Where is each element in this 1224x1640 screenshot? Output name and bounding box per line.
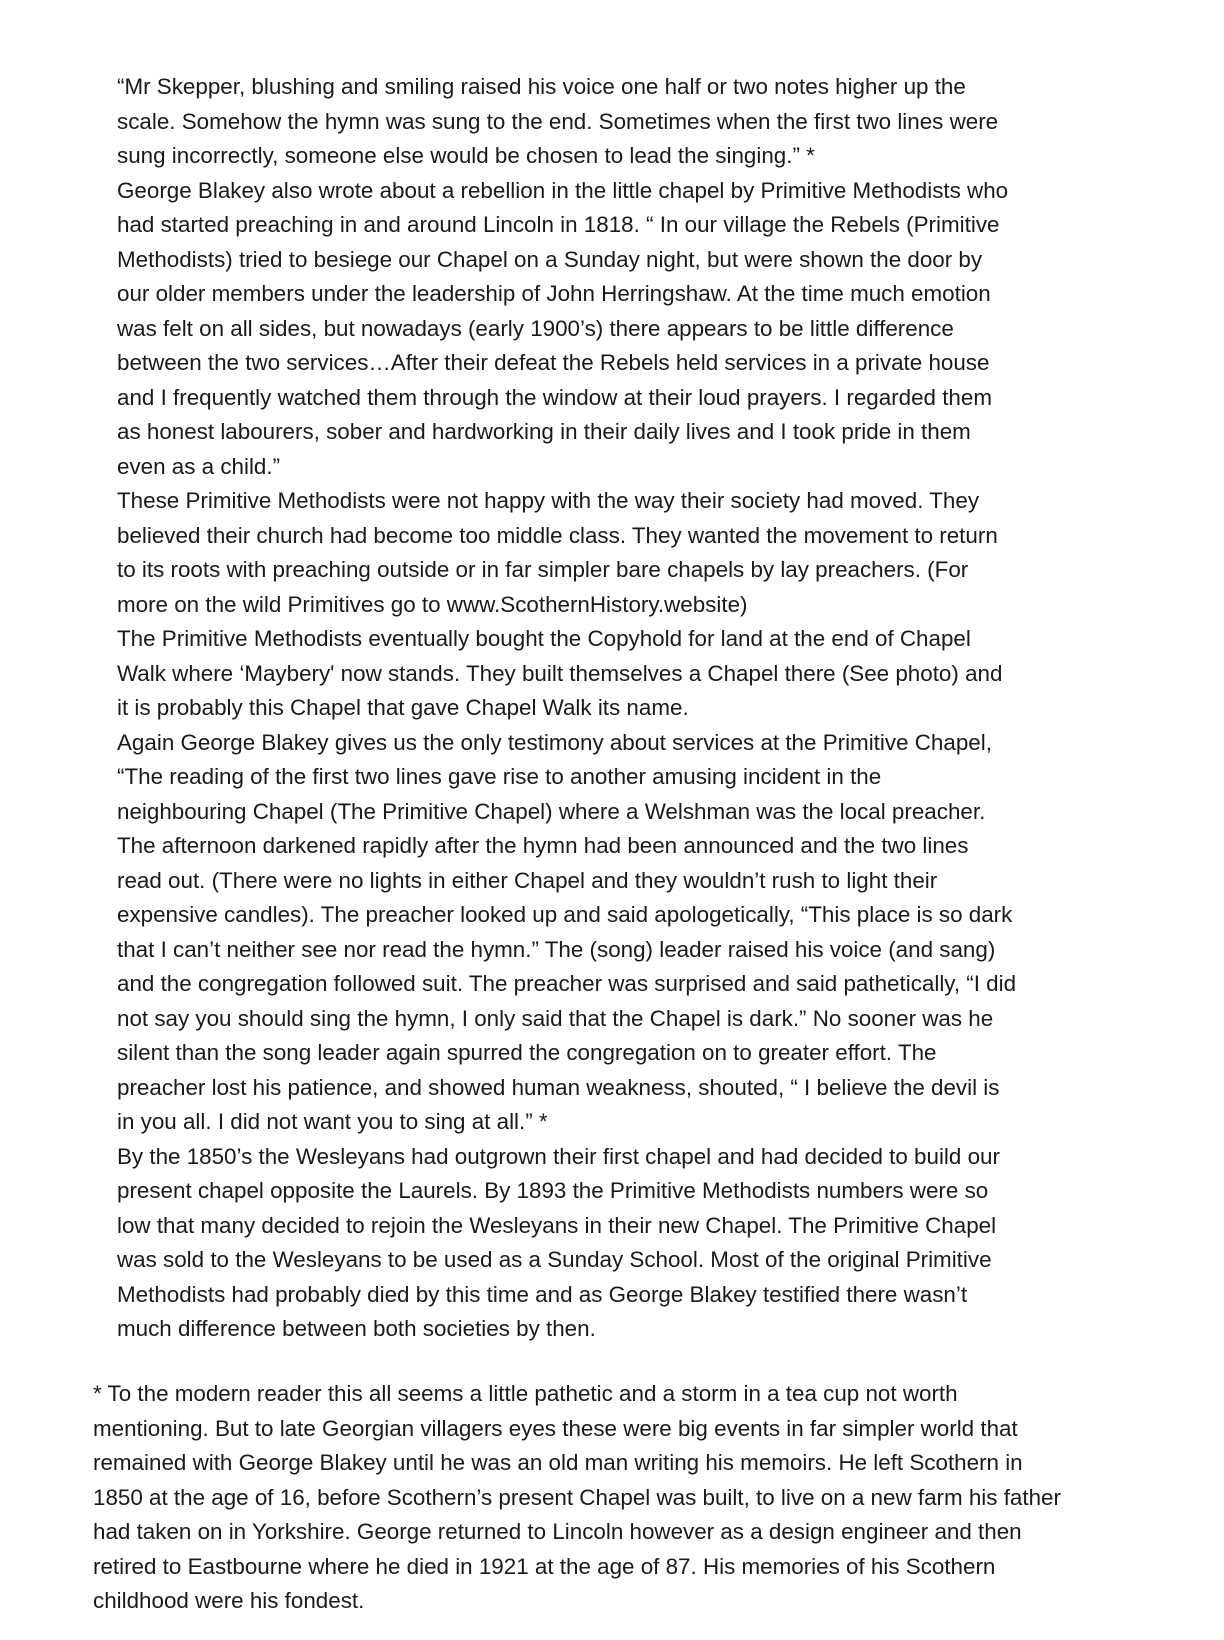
paragraph-welshman-preacher: Again George Blakey gives us the only testimony about services at the Primitive Chapel, “The reading of the first two lines gave rise to another amusing incident in the neighbouring Chapel (The Primitive Chapel) where a Welshman was the local preacher. The afternoon darkened rapidly after the hymn had been announced and the two lines read out. (There were no lights in either Chapel and they wouldn’t rush to light their expensive candles). The preacher looked up and said apologetically, “This place is so dark that I can’t neither see nor read the hymn.” The (song) leader raised his voice (and sang) and the congregation followed suit. The preacher was surprised and said pathetically, “I did not say you should sing the hymn, I only said that the Chapel is dark.” No sooner was he silent than the song leader again spurred the congregation on to greater effort. The preacher lost his patience, and showed human weakness, shouted, “ I believe the devil is in you all. I did not want you to sing at all.” *: [117, 729, 1017, 1134]
paragraph-primitive-methodists: These Primitive Methodists were not happy with the way their society had moved. They believed their church had become too middle class. They wanted the movement to return to its roots with preaching outside or in far simpler bare chapels by lay preachers. (For more on the wild Primitives go to www.ScothernHistory.website): [117, 488, 998, 617]
paragraph-wesleyans-1850s: By the 1850’s the Wesleyans had outgrown their first chapel and had decided to build our present chapel opposite the Laurels. By 1893 the Primitive Methodists numbers were so low that many decided to rejoin the Wesleyans in their new Chapel. The Primitive Chapel was sold to the Wesleyans to be used as a Sunday School. Most of the original Primitive Methodists had probably died by this time and as George Blakey testified there wasn’t much difference between both societies by then.: [117, 1143, 1000, 1341]
footnote: [93, 1377, 1203, 1619]
footnote-text: * To the modern reader this all seems a little pathetic and a storm in a tea cup not worth mentioning. But to late Georgian villagers eyes these were big events in far simpler world that remained with George Blakey until he was an old man writing his memoirs. He left Scothern in 1850 at the age of 16, before Scothern’s present Chapel was built, to live on a new farm his father had taken on in Yorkshire. George returned to Lincoln however as a design engineer and then retired to Eastbourne where he died in 1921 at the age of 87. His memories of his Scothern childhood were his fondest.: [93, 1381, 1061, 1613]
paragraph-chapel-walk: The Primitive Methodists eventually bought the Copyhold for land at the end of Chapel Walk where ‘Maybery' now stands. They built themselves a Chapel there (See photo) and it is probably this Chapel that gave Chapel Walk its name.: [117, 626, 1003, 720]
paragraph-skepper-quote: “Mr Skepper, blushing and smiling raised his voice one half or two notes higher up the scale. Somehow the hymn was sung to the end. Sometimes when the first two lines were sung incorrectly, someone else would be chosen to lead the singing.” *: [117, 74, 999, 168]
main-text: [117, 70, 1117, 1347]
paragraph-rebellion: George Blakey also wrote about a rebellion in the little chapel by Primitive Methodists who had started preaching in and around Lincoln in 1818. “ In our village the Rebels (Primitive Methodists) tried to besiege our Chapel on a Sunday night, but were shown the door by our older members under the leadership of John Herringshaw. At the time much emotion was felt on all sides, but nowadays (early 1900’s) there appears to be little difference between the two services…After their defeat the Rebels held services in a private house and I frequently watched them through the window at their loud prayers. I regarded them as honest labourers, sober and hardworking in their daily lives and I took pride in them even as a child.”: [117, 177, 1009, 479]
